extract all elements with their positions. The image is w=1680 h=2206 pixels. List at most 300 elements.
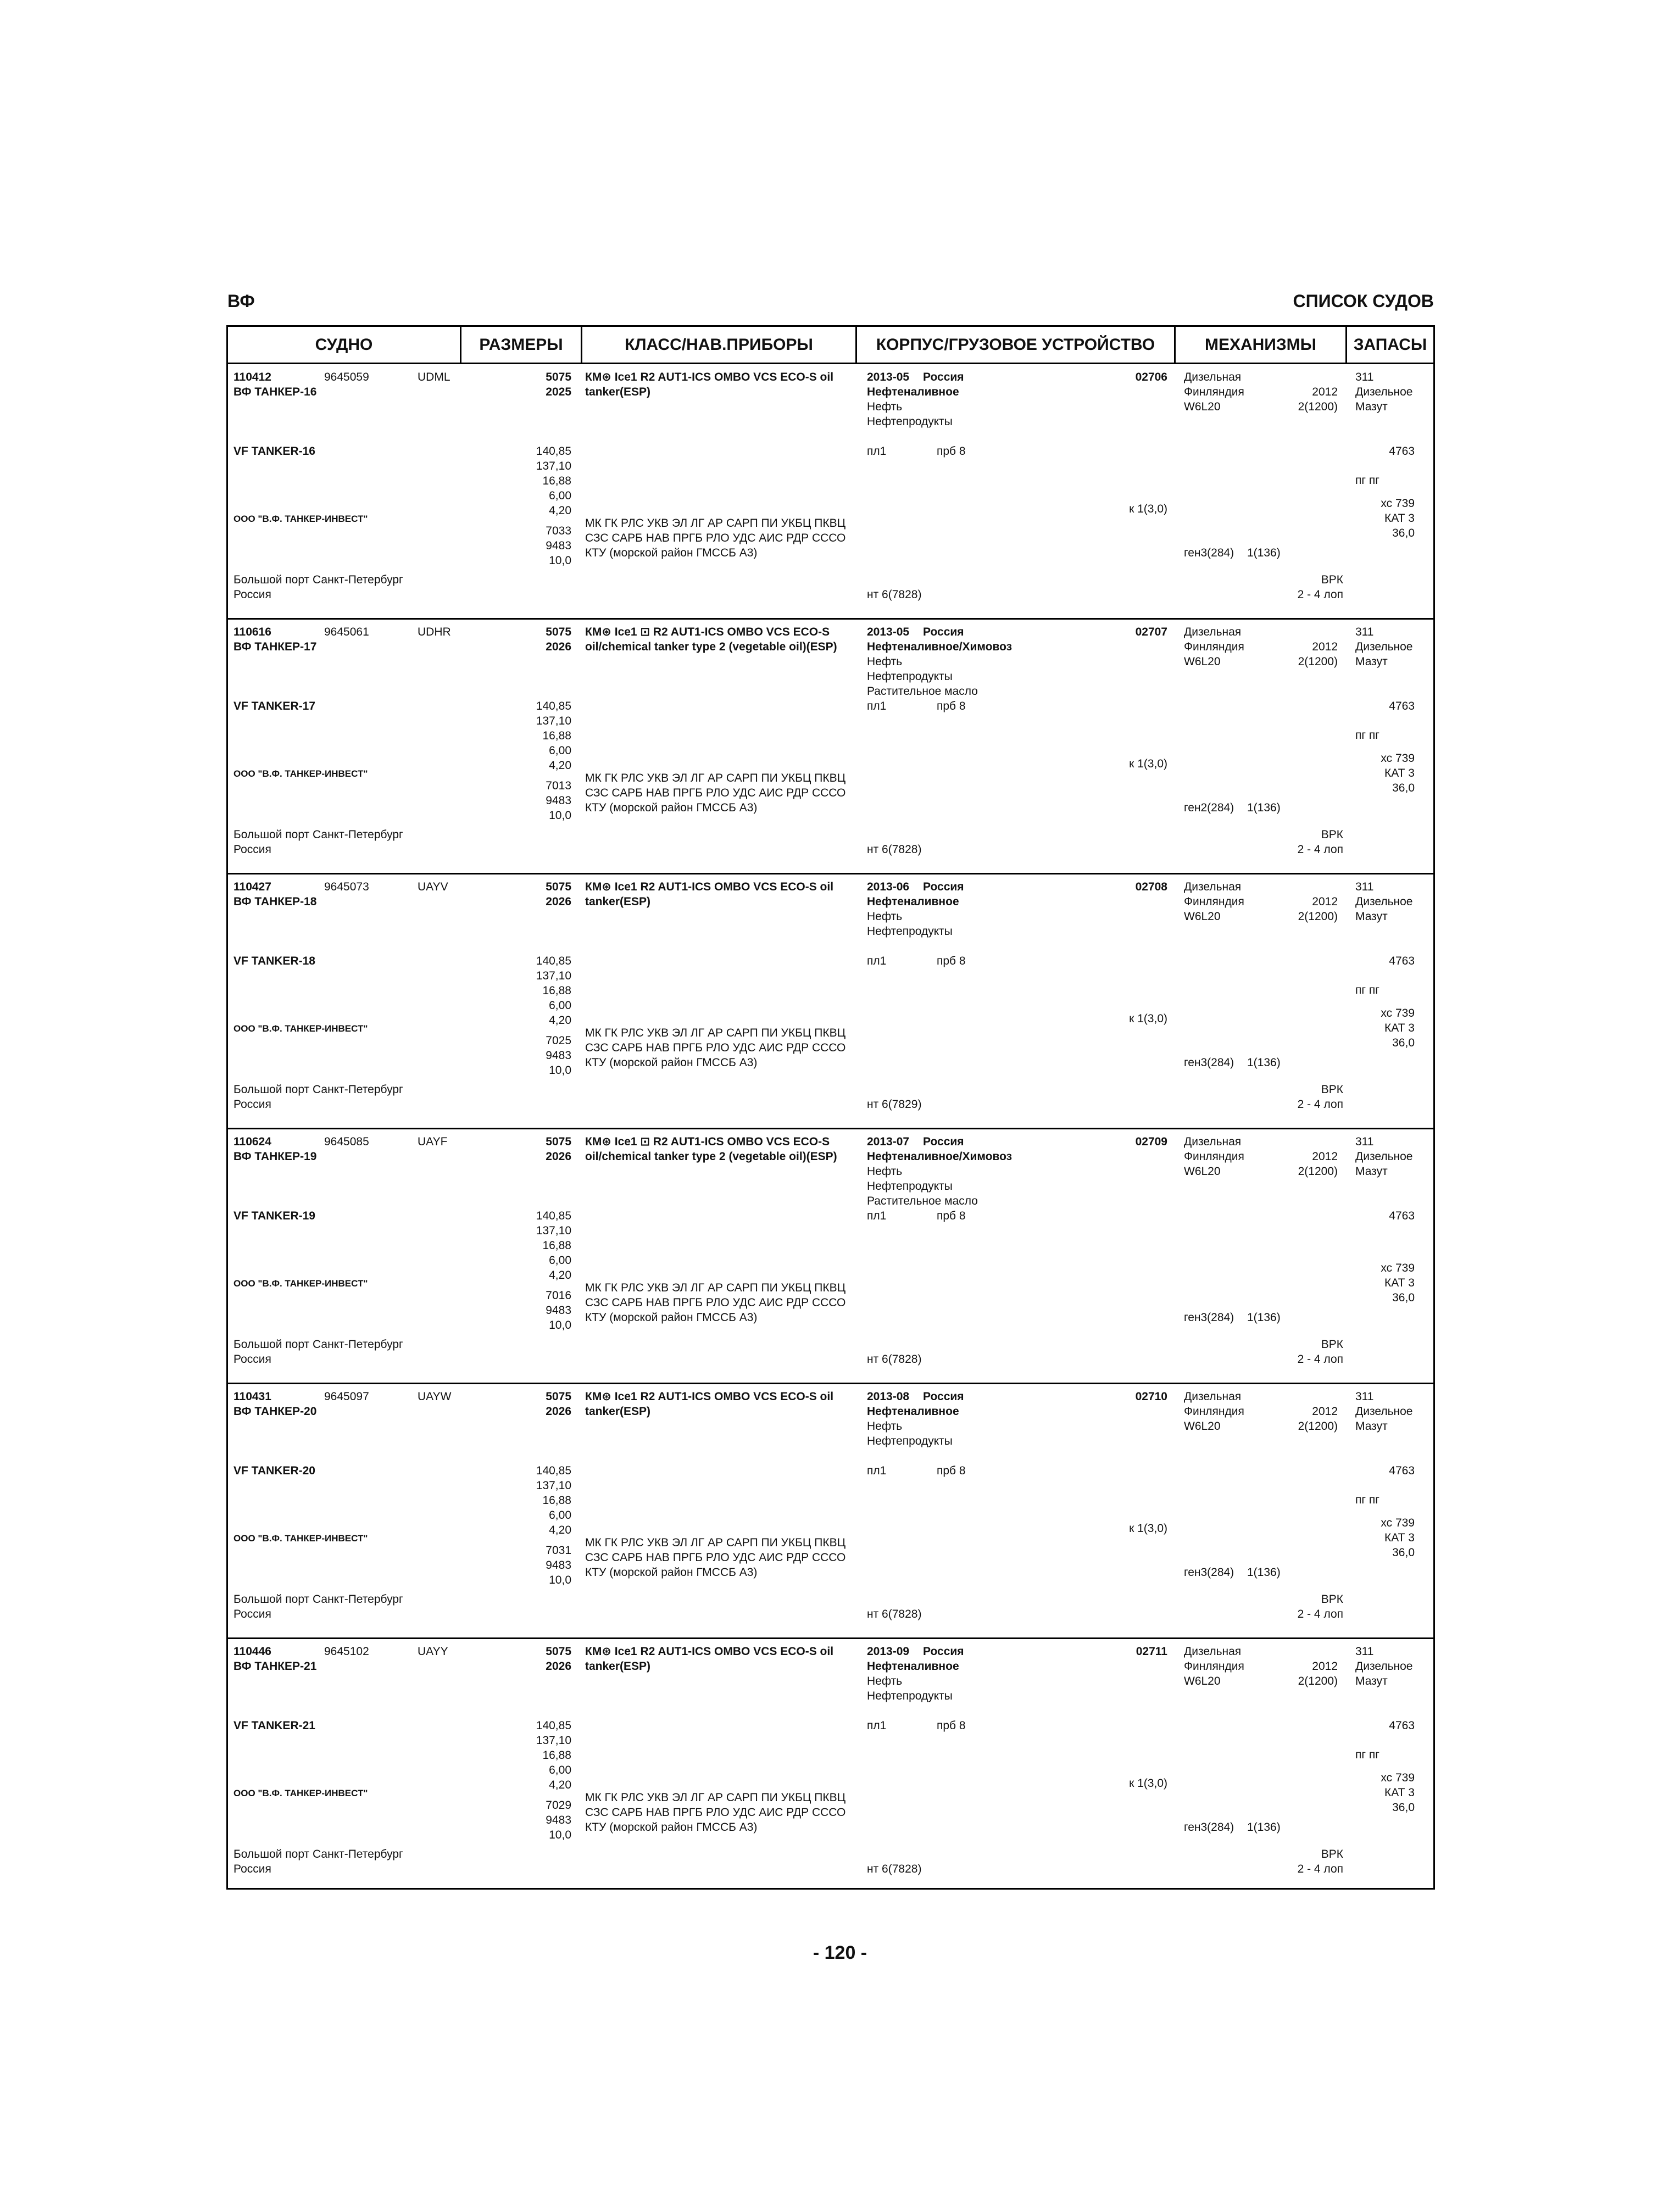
- deadweight: 5075: [546, 1390, 571, 1403]
- nav-equipment: КТУ (морской район ГМССБ А3): [585, 1311, 758, 1324]
- tonnage-value: 7031: [546, 1544, 571, 1557]
- build-date: 2013-09: [867, 1645, 910, 1658]
- tonnage-value: 10,0: [549, 1829, 571, 1841]
- fuel-type: Дизельное: [1355, 640, 1413, 653]
- imo-number: 9645085: [324, 1135, 369, 1148]
- dimension-value: 16,88: [542, 729, 571, 742]
- generators-aux: 1(136): [1247, 1566, 1281, 1579]
- generators-aux: 1(136): [1247, 801, 1281, 814]
- call-sign: UAYW: [418, 1390, 452, 1403]
- class-notation-cont: tanker(ESP): [585, 1660, 651, 1673]
- imo-number: 9645073: [324, 881, 369, 893]
- fuel-type: Мазут: [1355, 655, 1388, 668]
- owner-name: ООО "В.Ф. ТАНКЕР-ИНВЕСТ": [233, 768, 368, 779]
- generators: ген3(284): [1184, 1311, 1234, 1324]
- fuel-type: Мазут: [1355, 1165, 1388, 1178]
- stores-value: 311: [1355, 626, 1374, 638]
- build-country: Россия: [923, 371, 964, 383]
- engine-power: 2(1200): [1298, 655, 1338, 668]
- propeller-type: ВРК: [1321, 1848, 1343, 1860]
- stores-value: хс 739: [1381, 1517, 1415, 1529]
- nav-equipment: СЗС САРБ НАВ ПРГБ РЛО УДС АИС РДР СССО: [585, 532, 846, 544]
- gross-tonnage: 2025: [546, 386, 571, 398]
- hull-number: 02711: [1136, 1645, 1167, 1658]
- generators: ген3(284): [1184, 547, 1234, 559]
- cargo-cranes: к 1(3,0): [1129, 1012, 1167, 1025]
- fuel-type: Мазут: [1355, 400, 1388, 413]
- build-country: Россия: [923, 1645, 964, 1658]
- reg-number: 110616: [233, 626, 271, 638]
- bulkheads: прб 8: [937, 1719, 966, 1732]
- tonnage-value: 7016: [546, 1289, 571, 1302]
- stores-value: хс 739: [1381, 752, 1415, 765]
- bulkheads: прб 8: [937, 1210, 966, 1222]
- cargo-type: Нефть: [867, 400, 903, 413]
- stores-value: 311: [1355, 1390, 1374, 1403]
- stores-value: 36,0: [1392, 527, 1415, 539]
- build-country: Россия: [923, 881, 964, 893]
- vessel-name-en: VF TANKER-17: [233, 700, 315, 712]
- build-country: Россия: [923, 1135, 964, 1148]
- flag-country: Россия: [233, 588, 271, 601]
- imo-number: 9645102: [324, 1645, 369, 1658]
- stores-value: 4763: [1389, 1464, 1415, 1477]
- tank-count: нт 6(7828): [867, 1353, 922, 1366]
- imo-number: 9645059: [324, 371, 369, 383]
- reg-number: 110624: [233, 1135, 271, 1148]
- stores-value: КАТ 3: [1384, 1022, 1415, 1034]
- decks: пл1: [867, 445, 887, 458]
- stores-value: 36,0: [1392, 1037, 1415, 1049]
- tonnage-value: 7033: [546, 525, 571, 537]
- gross-tonnage: 2026: [546, 1660, 571, 1673]
- deadweight: 5075: [546, 1645, 571, 1658]
- vessel-name-en: VF TANKER-16: [233, 445, 315, 458]
- ship-record: [228, 874, 1433, 1129]
- dimension-value: 137,10: [536, 1224, 571, 1237]
- dimension-value: 6,00: [549, 1509, 571, 1522]
- stores-value: 4763: [1389, 700, 1415, 712]
- dimension-value: 16,88: [542, 1494, 571, 1507]
- bulkheads: прб 8: [937, 445, 966, 458]
- dimension-value: 4,20: [549, 1524, 571, 1536]
- stores-value: хс 739: [1381, 1772, 1415, 1784]
- engine-year: 2012: [1312, 1405, 1338, 1418]
- stores-value: 36,0: [1392, 1291, 1415, 1304]
- propeller-type: ВРК: [1321, 1083, 1343, 1096]
- engine-type: Дизельная: [1184, 371, 1242, 383]
- gross-tonnage: 2026: [546, 640, 571, 653]
- tonnage-value: 10,0: [549, 554, 571, 567]
- owner-name: ООО "В.Ф. ТАНКЕР-ИНВЕСТ": [233, 1533, 368, 1544]
- propeller-type: ВРК: [1321, 573, 1343, 586]
- nav-equipment: СЗС САРБ НАВ ПРГБ РЛО УДС АИС РДР СССО: [585, 1041, 846, 1054]
- tonnage-value: 10,0: [549, 1064, 571, 1077]
- vessel-name-en: VF TANKER-19: [233, 1210, 315, 1222]
- tonnage-value: 10,0: [549, 809, 571, 822]
- cargo-type: Нефть: [867, 655, 903, 668]
- class-notation-cont: tanker(ESP): [585, 1405, 651, 1418]
- generators: ген2(284): [1184, 801, 1234, 814]
- generators-aux: 1(136): [1247, 1056, 1281, 1069]
- engine-year: 2012: [1312, 386, 1338, 398]
- propeller-blades: 2 - 4 лоп: [1297, 588, 1343, 601]
- column-headers: [228, 327, 1433, 364]
- fuel-type: Дизельное: [1355, 1405, 1413, 1418]
- bulkheads: прб 8: [937, 1464, 966, 1477]
- dimension-value: 137,10: [536, 1479, 571, 1492]
- stores-value: КАТ 3: [1384, 1531, 1415, 1544]
- stores-value: 4763: [1389, 955, 1415, 967]
- reg-number: 110431: [233, 1390, 271, 1403]
- ship-register-table: [226, 325, 1435, 1890]
- tonnage-value: 10,0: [549, 1574, 571, 1586]
- home-port: Большой порт Санкт-Петербург: [233, 828, 403, 841]
- stores-value: КАТ 3: [1384, 1277, 1415, 1289]
- stores-value: 36,0: [1392, 1546, 1415, 1559]
- build-date: 2013-05: [867, 371, 910, 383]
- call-sign: UAYY: [418, 1645, 448, 1658]
- gross-tonnage: 2026: [546, 1405, 571, 1418]
- cargo-type: Растительное масло: [867, 685, 978, 698]
- call-sign: UAYV: [418, 881, 448, 893]
- engine-country: Финляндия: [1184, 386, 1244, 398]
- ship-record: [228, 619, 1433, 874]
- page-number: - 120 -: [813, 1942, 867, 1963]
- build-date: 2013-07: [867, 1135, 910, 1148]
- tonnage-value: 9483: [546, 1304, 571, 1317]
- class-notation-cont: tanker(ESP): [585, 386, 651, 398]
- class-notation: КМ⊛ Ice1 ⊡ R2 AUT1-ICS OMBO VCS ECO-S: [585, 626, 830, 638]
- engine-model: W6L20: [1184, 1675, 1221, 1687]
- dimension-value: 6,00: [549, 744, 571, 757]
- flag-country: Россия: [233, 843, 271, 856]
- deadweight: 5075: [546, 371, 571, 383]
- cargo-type: Нефть: [867, 910, 903, 923]
- owner-name: ООО "В.Ф. ТАНКЕР-ИНВЕСТ": [233, 514, 368, 524]
- engine-country: Финляндия: [1184, 1405, 1244, 1418]
- fuel-type: Дизельное: [1355, 386, 1413, 398]
- cargo-type: Нефтепродукты: [867, 670, 953, 683]
- generators: ген3(284): [1184, 1056, 1234, 1069]
- nav-equipment: СЗС САРБ НАВ ПРГБ РЛО УДС АИС РДР СССО: [585, 1551, 846, 1564]
- tank-count: нт 6(7828): [867, 843, 922, 856]
- stores-value: хс 739: [1381, 1262, 1415, 1274]
- engine-year: 2012: [1312, 1150, 1338, 1163]
- owner-name: ООО "В.Ф. ТАНКЕР-ИНВЕСТ": [233, 1788, 368, 1798]
- cargo-type: Нефтепродукты: [867, 1180, 953, 1193]
- engine-model: W6L20: [1184, 1420, 1221, 1433]
- class-notation: КМ⊛ Ice1 R2 AUT1-ICS OMBO VCS ECO-S oil: [585, 881, 834, 893]
- propeller-blades: 2 - 4 лоп: [1297, 1863, 1343, 1875]
- nav-equipment: МК ГК РЛС УКВ ЭЛ ЛГ АР САРП ПИ УКБЦ ПКВЦ: [585, 772, 846, 784]
- home-port: Большой порт Санкт-Петербург: [233, 1848, 403, 1860]
- ship-record: [228, 1639, 1433, 1894]
- fuel-type: Мазут: [1355, 1420, 1388, 1433]
- vessel-name-ru: ВФ ТАНКЕР-20: [233, 1405, 317, 1418]
- build-country: Россия: [923, 1390, 964, 1403]
- stores-value: 311: [1355, 1135, 1374, 1148]
- bulkheads: прб 8: [937, 700, 966, 712]
- cargo-type: Растительное масло: [867, 1195, 978, 1207]
- header-section-label: ВФ: [227, 291, 255, 311]
- column-header-hull: КОРПУС/ГРУЗОВОЕ УСТРОЙСТВО: [857, 327, 1176, 363]
- vessel-name-ru: ВФ ТАНКЕР-19: [233, 1150, 317, 1163]
- dimension-value: 137,10: [536, 970, 571, 982]
- engine-country: Финляндия: [1184, 1660, 1244, 1673]
- dimension-value: 16,88: [542, 984, 571, 997]
- dimension-value: 16,88: [542, 1749, 571, 1762]
- imo-number: 9645061: [324, 626, 369, 638]
- generators: ген3(284): [1184, 1821, 1234, 1834]
- generators: ген3(284): [1184, 1566, 1234, 1579]
- engine-type: Дизельная: [1184, 1390, 1242, 1403]
- header-title: СПИСОК СУДОВ: [1293, 291, 1434, 311]
- vessel-name-en: VF TANKER-20: [233, 1464, 315, 1477]
- decks: пл1: [867, 955, 887, 967]
- nav-equipment: МК ГК РЛС УКВ ЭЛ ЛГ АР САРП ПИ УКБЦ ПКВЦ: [585, 1027, 846, 1039]
- gross-tonnage: 2026: [546, 895, 571, 908]
- nav-equipment: МК ГК РЛС УКВ ЭЛ ЛГ АР САРП ПИ УКБЦ ПКВЦ: [585, 1536, 846, 1549]
- stores-value: 4763: [1389, 1210, 1415, 1222]
- engine-model: W6L20: [1184, 655, 1221, 668]
- cargo-type: Нефтепродукты: [867, 925, 953, 938]
- cargo-cranes: к 1(3,0): [1129, 1777, 1167, 1790]
- cargo-type: Нефтепродукты: [867, 1690, 953, 1702]
- home-port: Большой порт Санкт-Петербург: [233, 1593, 403, 1606]
- fuel-type: Мазут: [1355, 910, 1388, 923]
- dimension-value: 6,00: [549, 999, 571, 1012]
- tonnage-value: 9483: [546, 1559, 571, 1572]
- cargo-type: Нефтеналивное: [867, 1405, 959, 1418]
- class-notation-cont: tanker(ESP): [585, 895, 651, 908]
- bulkheads: прб 8: [937, 955, 966, 967]
- stores-value: 311: [1355, 881, 1374, 893]
- decks: пл1: [867, 1464, 887, 1477]
- build-date: 2013-08: [867, 1390, 910, 1403]
- stores-value: КАТ 3: [1384, 767, 1415, 779]
- call-sign: UDHR: [418, 626, 451, 638]
- reg-number: 110412: [233, 371, 271, 383]
- stores-value: пг пг: [1355, 1494, 1379, 1506]
- engine-power: 2(1200): [1298, 1675, 1338, 1687]
- engine-model: W6L20: [1184, 910, 1221, 923]
- stores-value: пг пг: [1355, 984, 1379, 996]
- build-country: Россия: [923, 626, 964, 638]
- ship-record: [228, 364, 1433, 620]
- dimension-value: 140,85: [536, 445, 571, 458]
- fuel-type: Мазут: [1355, 1675, 1388, 1687]
- nav-equipment: КТУ (морской район ГМССБ А3): [585, 1056, 758, 1069]
- tank-count: нт 6(7828): [867, 1608, 922, 1620]
- propeller-type: ВРК: [1321, 828, 1343, 841]
- stores-value: КАТ 3: [1384, 1786, 1415, 1799]
- class-notation-cont: oil/chemical tanker type 2 (vegetable oil)(ESP): [585, 1150, 837, 1163]
- engine-type: Дизельная: [1184, 1645, 1242, 1658]
- class-notation: КМ⊛ Ice1 ⊡ R2 AUT1-ICS OMBO VCS ECO-S: [585, 1135, 830, 1148]
- column-header-vessel: СУДНО: [228, 327, 461, 363]
- dimension-value: 16,88: [542, 475, 571, 487]
- dimension-value: 140,85: [536, 1210, 571, 1222]
- reg-number: 110427: [233, 881, 271, 893]
- dimension-value: 140,85: [536, 1719, 571, 1732]
- engine-type: Дизельная: [1184, 881, 1242, 893]
- nav-equipment: КТУ (морской район ГМССБ А3): [585, 801, 758, 814]
- hull-number: 02709: [1135, 1135, 1167, 1148]
- dimension-value: 137,10: [536, 460, 571, 472]
- stores-value: 36,0: [1392, 782, 1415, 794]
- imo-number: 9645097: [324, 1390, 369, 1403]
- propeller-blades: 2 - 4 лоп: [1297, 843, 1343, 856]
- propeller-type: ВРК: [1321, 1593, 1343, 1606]
- nav-equipment: МК ГК РЛС УКВ ЭЛ ЛГ АР САРП ПИ УКБЦ ПКВЦ: [585, 517, 846, 530]
- stores-value: 311: [1355, 1645, 1374, 1658]
- stores-value: хс 739: [1381, 1007, 1415, 1020]
- generators-aux: 1(136): [1247, 1311, 1281, 1324]
- home-port: Большой порт Санкт-Петербург: [233, 1083, 403, 1096]
- cargo-type: Нефтеналивное: [867, 386, 959, 398]
- dimension-value: 4,20: [549, 1014, 571, 1027]
- stores-value: 4763: [1389, 445, 1415, 458]
- cargo-type: Нефть: [867, 1420, 903, 1433]
- cargo-cranes: к 1(3,0): [1129, 757, 1167, 770]
- propeller-blades: 2 - 4 лоп: [1297, 1608, 1343, 1620]
- tonnage-value: 7025: [546, 1034, 571, 1047]
- engine-power: 2(1200): [1298, 910, 1338, 923]
- fuel-type: Дизельное: [1355, 895, 1413, 908]
- dimension-value: 137,10: [536, 1734, 571, 1747]
- cargo-type: Нефть: [867, 1675, 903, 1687]
- nav-equipment: СЗС САРБ НАВ ПРГБ РЛО УДС АИС РДР СССО: [585, 787, 846, 799]
- column-header-stores: ЗАПАСЫ: [1353, 336, 1427, 354]
- engine-model: W6L20: [1184, 400, 1221, 413]
- cargo-type: Нефтеналивное/Химовоз: [867, 1150, 1013, 1163]
- class-notation: КМ⊛ Ice1 R2 AUT1-ICS OMBO VCS ECO-S oil: [585, 371, 834, 383]
- dimension-value: 6,00: [549, 489, 571, 502]
- decks: пл1: [867, 700, 887, 712]
- home-port: Большой порт Санкт-Петербург: [233, 573, 403, 586]
- generators-aux: 1(136): [1247, 1821, 1281, 1834]
- hull-number: 02708: [1135, 881, 1167, 893]
- dimension-value: 6,00: [549, 1254, 571, 1267]
- stores-value: КАТ 3: [1384, 512, 1415, 525]
- dimension-value: 4,20: [549, 1269, 571, 1282]
- nav-equipment: КТУ (морской район ГМССБ А3): [585, 547, 758, 559]
- page-header: [227, 291, 1434, 319]
- fuel-type: Дизельное: [1355, 1150, 1413, 1163]
- engine-power: 2(1200): [1298, 400, 1338, 413]
- gross-tonnage: 2026: [546, 1150, 571, 1163]
- dimension-value: 140,85: [536, 1464, 571, 1477]
- tonnage-value: 9483: [546, 539, 571, 552]
- column-header-class: КЛАСС/НАВ.ПРИБОРЫ: [582, 327, 857, 363]
- engine-power: 2(1200): [1298, 1420, 1338, 1433]
- call-sign: UDML: [418, 371, 450, 383]
- engine-year: 2012: [1312, 640, 1338, 653]
- ship-record: [228, 1384, 1433, 1639]
- deadweight: 5075: [546, 881, 571, 893]
- deadweight: 5075: [546, 1135, 571, 1148]
- engine-model: W6L20: [1184, 1165, 1221, 1178]
- propeller-blades: 2 - 4 лоп: [1297, 1353, 1343, 1366]
- stores-value: пг пг: [1355, 729, 1379, 742]
- vessel-name-en: VF TANKER-18: [233, 955, 315, 967]
- class-notation: КМ⊛ Ice1 R2 AUT1-ICS OMBO VCS ECO-S oil: [585, 1390, 834, 1403]
- deadweight: 5075: [546, 626, 571, 638]
- tonnage-value: 9483: [546, 794, 571, 807]
- hull-number: 02707: [1135, 626, 1167, 638]
- hull-number: 02706: [1135, 371, 1167, 383]
- propeller-type: ВРК: [1321, 1338, 1343, 1351]
- dimension-value: 4,20: [549, 504, 571, 517]
- build-date: 2013-05: [867, 626, 910, 638]
- nav-equipment: МК ГК РЛС УКВ ЭЛ ЛГ АР САРП ПИ УКБЦ ПКВЦ: [585, 1791, 846, 1804]
- decks: пл1: [867, 1719, 887, 1732]
- cargo-type: Нефтеналивное/Химовоз: [867, 640, 1013, 653]
- flag-country: Россия: [233, 1098, 271, 1111]
- stores-value: 311: [1355, 371, 1374, 383]
- call-sign: UAYF: [418, 1135, 448, 1148]
- dimension-value: 137,10: [536, 715, 571, 727]
- stores-value: хс 739: [1381, 497, 1415, 510]
- tonnage-value: 7029: [546, 1799, 571, 1812]
- vessel-name-ru: ВФ ТАНКЕР-18: [233, 895, 317, 908]
- column-header-dimensions: РАЗМЕРЫ: [461, 327, 582, 363]
- owner-name: ООО "В.Ф. ТАНКЕР-ИНВЕСТ": [233, 1023, 368, 1034]
- cargo-type: Нефть: [867, 1165, 903, 1178]
- tank-count: нт 6(7828): [867, 1863, 922, 1875]
- vessel-name-en: VF TANKER-21: [233, 1719, 315, 1732]
- cargo-type: Нефтепродукты: [867, 415, 953, 428]
- flag-country: Россия: [233, 1608, 271, 1620]
- class-notation: КМ⊛ Ice1 R2 AUT1-ICS OMBO VCS ECO-S oil: [585, 1645, 834, 1658]
- nav-equipment: КТУ (морской район ГМССБ А3): [585, 1566, 758, 1579]
- engine-year: 2012: [1312, 895, 1338, 908]
- ship-record: [228, 1129, 1433, 1384]
- tank-count: нт 6(7829): [867, 1098, 922, 1111]
- engine-country: Финляндия: [1184, 640, 1244, 653]
- tonnage-value: 7013: [546, 779, 571, 792]
- home-port: Большой порт Санкт-Петербург: [233, 1338, 403, 1351]
- engine-country: Финляндия: [1184, 1150, 1244, 1163]
- cargo-cranes: к 1(3,0): [1129, 503, 1167, 515]
- tonnage-value: 9483: [546, 1814, 571, 1826]
- cargo-type: Нефтеналивное: [867, 1660, 959, 1673]
- stores-value: 36,0: [1392, 1801, 1415, 1814]
- engine-power: 2(1200): [1298, 1165, 1338, 1178]
- engine-type: Дизельная: [1184, 1135, 1242, 1148]
- engine-year: 2012: [1312, 1660, 1338, 1673]
- stores-value: пг пг: [1355, 474, 1379, 487]
- cargo-cranes: к 1(3,0): [1129, 1522, 1167, 1535]
- nav-equipment: КТУ (морской район ГМССБ А3): [585, 1821, 758, 1834]
- column-header-machinery: МЕХАНИЗМЫ: [1176, 327, 1347, 363]
- reg-number: 110446: [233, 1645, 271, 1658]
- vessel-name-ru: ВФ ТАНКЕР-21: [233, 1660, 317, 1673]
- dimension-value: 4,20: [549, 1779, 571, 1791]
- flag-country: Россия: [233, 1353, 271, 1366]
- nav-equipment: СЗС САРБ НАВ ПРГБ РЛО УДС АИС РДР СССО: [585, 1806, 846, 1819]
- vessel-name-ru: ВФ ТАНКЕР-17: [233, 640, 317, 653]
- flag-country: Россия: [233, 1863, 271, 1875]
- dimension-value: 140,85: [536, 955, 571, 967]
- tonnage-value: 9483: [546, 1049, 571, 1062]
- stores-value: 4763: [1389, 1719, 1415, 1732]
- hull-number: 02710: [1135, 1390, 1167, 1403]
- tank-count: нт 6(7828): [867, 588, 922, 601]
- stores-value: пг пг: [1355, 1748, 1379, 1761]
- generators-aux: 1(136): [1247, 547, 1281, 559]
